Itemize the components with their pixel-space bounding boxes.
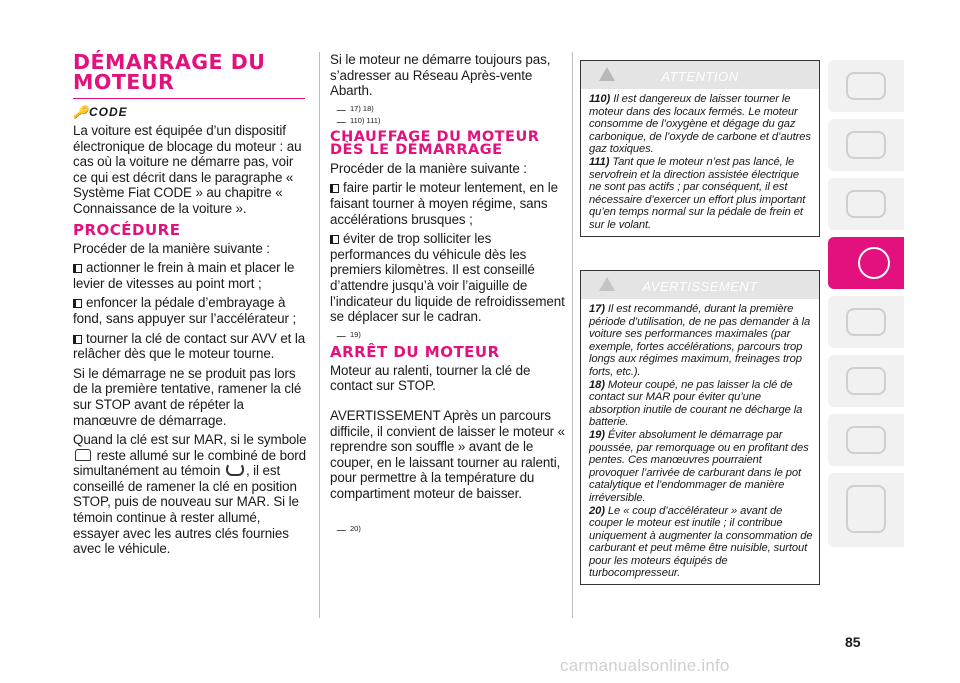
attention-header: ATTENTION [581, 61, 819, 89]
procedure-intro: Procéder de la manière suivante : [73, 240, 270, 256]
section-title-warmup: CHAUFFAGE DU MOTEUR DÈS LE DÉMARRAGE [330, 128, 540, 159]
attention-item: 111) Tant que le moteur n’est pas lancé, le servofrein et la direction assistée électrique ne sont pas actifs ; par conséquent, il est nécessaire d’exercer un effort plus important qu’en temps normal sur la pédale de frein et sur le volant. [589, 155, 806, 231]
note-ref-icon [337, 329, 349, 337]
location-music-icon [846, 426, 886, 454]
tab-steering-key[interactable] [828, 237, 904, 289]
refs-110-111: 110) 111) [338, 115, 568, 125]
bullet-item: enfoncer la pédale d’embrayage à fond, sans appuyer sur l’accélérateur ; [73, 295, 297, 326]
refs-19: 19) [338, 329, 568, 339]
avertissement-item: 18) Moteur coupé, ne pas laisser la clé de contact sur MAR pour éviter qu’une absorption inutile de courant ne décharge la batterie. [589, 378, 803, 429]
stop-paragraph: Moteur au ralenti, tourner la clé de contact sur STOP. [330, 362, 531, 394]
tab-car-front[interactable] [828, 60, 904, 112]
lights-mail-icon [846, 131, 886, 159]
tab-location-music[interactable] [828, 414, 904, 466]
network-paragraph: Si le moteur ne démarre toujours pas, s’adresser au Réseau Après-vente Abarth. [330, 52, 551, 99]
bullet-icon [330, 184, 339, 193]
tab-lights-mail[interactable] [828, 119, 904, 171]
column-middle [330, 52, 568, 535]
avertissement-box [580, 270, 820, 585]
code-logo: 🔑CODE [73, 105, 128, 119]
section-title-procedure: PROCÉDURE [73, 220, 181, 239]
warning-dashboard-icon [846, 308, 886, 336]
avertissement-item: 20) Le « coup d’accélérateur » avant de couper le moteur est inutile ; il contribue uniquement à augmenter la consommation de carburant et peut même être nuisible, surtout pour les moteurs équipés de turbocompresseur. [589, 504, 813, 580]
warning-ref-icon [337, 115, 349, 123]
bullet-icon [73, 264, 82, 273]
avertissement-header: AVERTISSEMENT [581, 271, 819, 299]
refs-17-18: 17) 18) [338, 103, 568, 113]
car-front-icon [846, 72, 886, 100]
mar-paragraph: Quand la clé est sur MAR, si le symbole reste allumé sur le combiné de bord simultanément au témoin , il est conseillé de ramener la clé en position STOP, puis de nouveau sur MAR. Si le témoin continue à rester allumé, essayer avec les autres clés fournies avec le véhicule. [73, 432, 307, 557]
bullet-item: actionner le frein à main et placer le levier de vitesses au point mort ; [73, 260, 295, 291]
refs-20: 20) [338, 523, 568, 533]
footer-watermark: carmanualsonline.info [560, 656, 730, 675]
page-number: 85 [845, 634, 861, 650]
bullet-item: tourner la clé de contact sur AVV et la relâcher dès que le moteur tourne. [73, 330, 306, 362]
title-rule [73, 98, 305, 99]
bullet-item: faire partir le moteur lentement, en le faisant tourner à moyen régime, sans accélérations brusques ; [330, 180, 558, 227]
car-lock-icon [75, 449, 91, 461]
tab-alphabet-index[interactable] [828, 473, 904, 547]
bullet-icon [330, 235, 339, 244]
note-ref-icon [337, 103, 349, 111]
column-divider [319, 52, 320, 618]
column-left [73, 52, 309, 561]
attention-box [580, 60, 820, 237]
bullet-item: éviter de trop solliciter les performances du véhicule dès les premiers kilomètres. Il est conseillé d’attendre jusqu’à voir l’aiguille de l’indicateur du liquide de refroidissement se déplacer sur le cadran. [330, 231, 565, 325]
warmup-intro: Procéder de la manière suivante : [330, 160, 527, 176]
steering-key-icon [858, 247, 890, 279]
alphabet-index-icon [846, 485, 886, 533]
seat-belt-icon [846, 190, 886, 218]
note-ref-icon [337, 523, 349, 531]
tab-warning-dashboard[interactable] [828, 296, 904, 348]
column-divider [572, 52, 573, 618]
retry-paragraph: Si le démarrage ne se produit pas lors de la première tentative, ramener la clé sur STOP avant de répéter la manœuvre de démarrage. [73, 365, 302, 428]
tab-seat-belt[interactable] [828, 178, 904, 230]
page-title: DÉMARRAGE DU MOTEUR [73, 50, 266, 94]
section-title-stop: ARRÊT DU MOTEUR [330, 342, 500, 361]
avert-paragraph: AVERTISSEMENT Après un parcours difficile, il convient de laisser le moteur « reprendre son souffle » avant de le couper, en le laissant tourner au ralenti, pour permettre à la température du compartiment moteur de baisser. [330, 407, 565, 501]
intro-paragraph: La voiture est équipée d’un dispositif électronique de blocage du moteur : au cas où la voiture ne démarre pas, voir ce qui est décrit dans le paragraphe « Système Fiat CODE » au chapitre « Connaissance de la voiture ». [73, 123, 302, 216]
tab-wrench-car[interactable] [828, 355, 904, 407]
bullet-icon [73, 299, 82, 308]
glow-plug-icon [226, 463, 244, 476]
attention-item: 110) Il est dangereux de laisser tourner le moteur dans des locaux fermés. Le moteur consomme de l’oxygène et dégage du gaz carbonique, de l’oxyde de carbone et d’autres gaz toxiques. [589, 93, 811, 156]
bullet-icon [73, 335, 82, 344]
avertissement-item: 17) Il est recommandé, durant la première période d’utilisation, de ne pas demander à la voiture ses performances maximales (par exemple, fortes accélérations, parcours trop longs aux régimes maximum, freinages trop forts, etc.). [589, 303, 811, 378]
avertissement-item: 19) Éviter absolument le démarrage par poussée, par remorquage ou en profitant des pentes. Ces manœuvres pourraient provoquer l’arrivée de carburant dans le pot catalytique et l’endommager de manière irréversible. [589, 428, 809, 504]
wrench-car-icon [846, 367, 886, 395]
